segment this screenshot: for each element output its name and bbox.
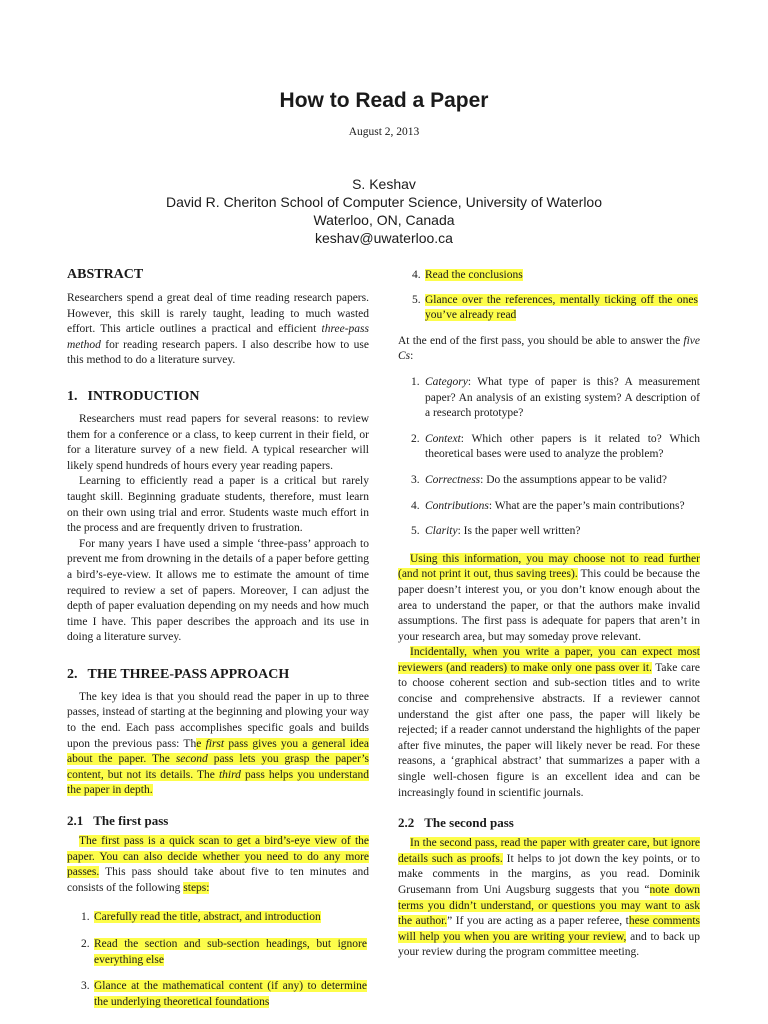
step-text: Read the section and sub-section headings, but ignore everything else bbox=[94, 938, 367, 966]
intro-paragraph: Learning to efficiently read a paper is a critical but rarely taught skill. Beginning graduate students, therefore, must learn on their own using trial and error. Students waste much effort in the process and are frequently driven to frustration. bbox=[67, 475, 369, 535]
cs-text: : Is the paper well written? bbox=[457, 525, 581, 538]
first-pass-heading bbox=[67, 813, 369, 829]
first-pass-steps bbox=[67, 910, 369, 1010]
abstract-text-part: Researchers spend a great deal of time reading research papers. However, this skill is rarely taught, leading to much wasted effort. This article outlines a practical and efficient bbox=[67, 292, 369, 336]
step-number: 1. bbox=[81, 911, 90, 924]
cs-item bbox=[398, 432, 700, 463]
second-pass-heading bbox=[398, 815, 700, 831]
first-pass-steps-continued bbox=[398, 268, 700, 324]
step-text: Carefully read the title, abstract, and introduction bbox=[94, 911, 321, 924]
paper-date: August 2, 2013 bbox=[348, 126, 420, 138]
section-number: 2. bbox=[67, 666, 78, 682]
step-text: Glance over the references, mentally ticking off the ones you’ve already read bbox=[425, 293, 698, 322]
paragraph-text: This could be because the paper doesn’t interest you, or you don’t know enough about the area to understand the paper, or that the authors make invalid assumptions. The first pass is adequate for papers that aren’t in your research area, but may someday prove relevant. bbox=[398, 568, 700, 643]
section-title: INTRODUCTION bbox=[87, 388, 200, 404]
intro-paragraph: Researchers must read papers for several reasons: to review them for a conference or a class, to keep current in their field, or for a literature survey of a new field. A typical researcher will likely spend hundreds of hours every year reading papers. bbox=[67, 412, 369, 472]
cs-item bbox=[398, 499, 700, 515]
paragraph-text: The key idea is that you should read the paper in up to three passes, instead of starting at the beginning and plowing your way to the end. Each pass accomplishes specific goals and builds upon the previous pass: Th bbox=[67, 690, 369, 750]
cs-term: Clarity bbox=[425, 525, 458, 538]
cs-number: 1. bbox=[411, 375, 420, 388]
three-pass-paragraph bbox=[67, 690, 369, 799]
paragraph-text: and to back up your review during the program committee meeting. bbox=[398, 930, 700, 959]
cs-text: : What type of paper is this? A measurement paper? An analysis of an existing system? A description of a research prototype? bbox=[425, 375, 700, 420]
three-pass-heading bbox=[67, 666, 369, 683]
first-pass-paragraph bbox=[398, 645, 700, 801]
step-number: 2. bbox=[81, 938, 90, 950]
paragraph-text: e bbox=[196, 737, 206, 750]
intro-paragraph: For many years I have used a simple ‘three-pass’ approach to prevent me from drowning in the details of a paper before getting a bird’s-eye-view. It allows me to estimate the amount of time required to review a set of papers. Moreover, I can adjust the depth of paper evaluation depending on my needs and how much time I have. This paper describes the approach and its use in doing a literature survey. bbox=[67, 537, 369, 644]
subsection-number: 2.2 bbox=[398, 815, 415, 831]
cs-term: Correctness bbox=[425, 473, 481, 486]
left-column bbox=[67, 266, 369, 1010]
paper-title: How to Read a Paper bbox=[279, 89, 489, 112]
emphasis-second: second bbox=[175, 753, 208, 766]
highlighted-text: hese comments will help you when you are writing your review, bbox=[398, 915, 700, 943]
first-pass-paragraph bbox=[398, 552, 700, 646]
cs-text: : Which other papers is it related to? Which theoretical bases were used to analyze the problem? bbox=[425, 432, 700, 461]
author-block bbox=[0, 175, 768, 247]
section-title: THE THREE-PASS APPROACH bbox=[87, 666, 290, 682]
paragraph-text: It helps to jot down the key points, or to make comments in the margins, as you read. Dominik Grusemann from Uni Augsburg suggests that you “ bbox=[398, 852, 700, 896]
paragraph-text: : bbox=[410, 350, 414, 363]
paragraph-text: This pass should take about five to ten minutes and consists of the following bbox=[67, 866, 369, 894]
paragraph-text: Take care to choose coherent section and sub-section titles and to write concise and comprehensive abstracts. If a reviewer cannot understand the gist after one pass, the paper will likely be rejected; if a reader cannot understand the highlights of the paper after five minutes, the paper will likely never be read. For these reasons, a ‘graphical abstract’ that summarizes a paper with a single well-chosen figure is an excellent idea and can be increasingly found in scientific journals. bbox=[398, 661, 701, 799]
step-item bbox=[67, 937, 369, 968]
cs-number: 4. bbox=[411, 499, 420, 512]
step-number: 5. bbox=[412, 293, 421, 306]
paragraph-text: pass gives you a general idea about the paper. The bbox=[67, 737, 369, 766]
cs-term: Category bbox=[425, 375, 468, 388]
five-cs-intro bbox=[398, 334, 700, 365]
subsection-number: 2.1 bbox=[67, 813, 84, 829]
paragraph-text: At the end of the first pass, you should be able to answer the bbox=[398, 334, 684, 347]
subsection-title: The first pass bbox=[93, 813, 169, 829]
step-number: 4. bbox=[412, 269, 421, 281]
step-item bbox=[398, 293, 700, 324]
five-cs-emphasis: five Cs bbox=[398, 334, 700, 363]
highlighted-text: Incidentally, when you write a paper, you can expect most reviewers (and readers) to make only one pass over it. bbox=[398, 646, 700, 674]
cs-term: Contributions bbox=[425, 499, 489, 512]
abstract-text bbox=[67, 291, 369, 369]
abstract-text-part: for reading research papers. I also describe how to use this method to do a literature survey. bbox=[67, 338, 369, 367]
step-item bbox=[67, 979, 369, 1010]
highlighted-text: In the second pass, read the paper with greater care, but ignore details such as proofs. bbox=[398, 837, 700, 865]
highlighted-text: Using this information, you may choose not to read further (and not print it out, thus saving trees). bbox=[398, 552, 700, 581]
paragraph-text: pass lets you grasp the paper’s content, but not its details. The bbox=[67, 753, 369, 781]
emphasis-third: third bbox=[218, 768, 241, 781]
author-affiliation: David R. Cheriton School of Computer Science, University of Waterloo bbox=[166, 194, 602, 210]
five-cs-list bbox=[398, 375, 700, 540]
cs-text: : Do the assumptions appear to be valid? bbox=[480, 473, 667, 486]
highlighted-text: steps: bbox=[183, 881, 210, 894]
paragraph-text: ” If you are acting as a paper referee, t bbox=[447, 915, 629, 928]
section-number: 1. bbox=[67, 388, 78, 404]
second-pass-paragraph bbox=[398, 836, 700, 961]
cs-text: : What are the paper’s main contributions? bbox=[488, 499, 685, 512]
cs-number: 2. bbox=[411, 432, 420, 445]
cs-item bbox=[398, 473, 700, 489]
emphasis-first: first bbox=[205, 737, 225, 750]
step-text: Glance at the mathematical content (if any) to determine the underlying theoretical foundations bbox=[94, 980, 367, 1008]
step-number: 3. bbox=[81, 980, 90, 993]
cs-item bbox=[398, 524, 700, 540]
author-location: Waterloo, ON, Canada bbox=[313, 212, 455, 228]
first-pass-paragraph bbox=[67, 834, 369, 896]
abstract-heading: ABSTRACT bbox=[67, 267, 144, 282]
highlighted-text: note down terms you didn’t understand, or questions you may want to ask the author. bbox=[398, 884, 701, 928]
intro-heading bbox=[67, 388, 369, 405]
cs-item bbox=[398, 375, 700, 422]
author-name: S. Keshav bbox=[352, 176, 416, 192]
abstract-emphasis: three-pass method bbox=[67, 323, 369, 351]
paragraph-text: pass helps you understand the paper in depth. bbox=[67, 768, 369, 797]
cs-term: Context bbox=[425, 432, 461, 445]
highlighted-text: The first pass is a quick scan to get a bird’s-eye view of the paper. You can also decide whether you need to do any more passes. bbox=[67, 835, 369, 879]
cs-number: 5. bbox=[411, 525, 420, 538]
subsection-title: The second pass bbox=[424, 815, 514, 831]
step-item bbox=[67, 910, 369, 926]
author-email: keshav@uwaterloo.ca bbox=[315, 230, 453, 246]
right-column bbox=[398, 268, 700, 961]
cs-number: 3. bbox=[411, 473, 420, 486]
step-item bbox=[398, 268, 700, 284]
step-text: Read the conclusions bbox=[425, 269, 523, 281]
